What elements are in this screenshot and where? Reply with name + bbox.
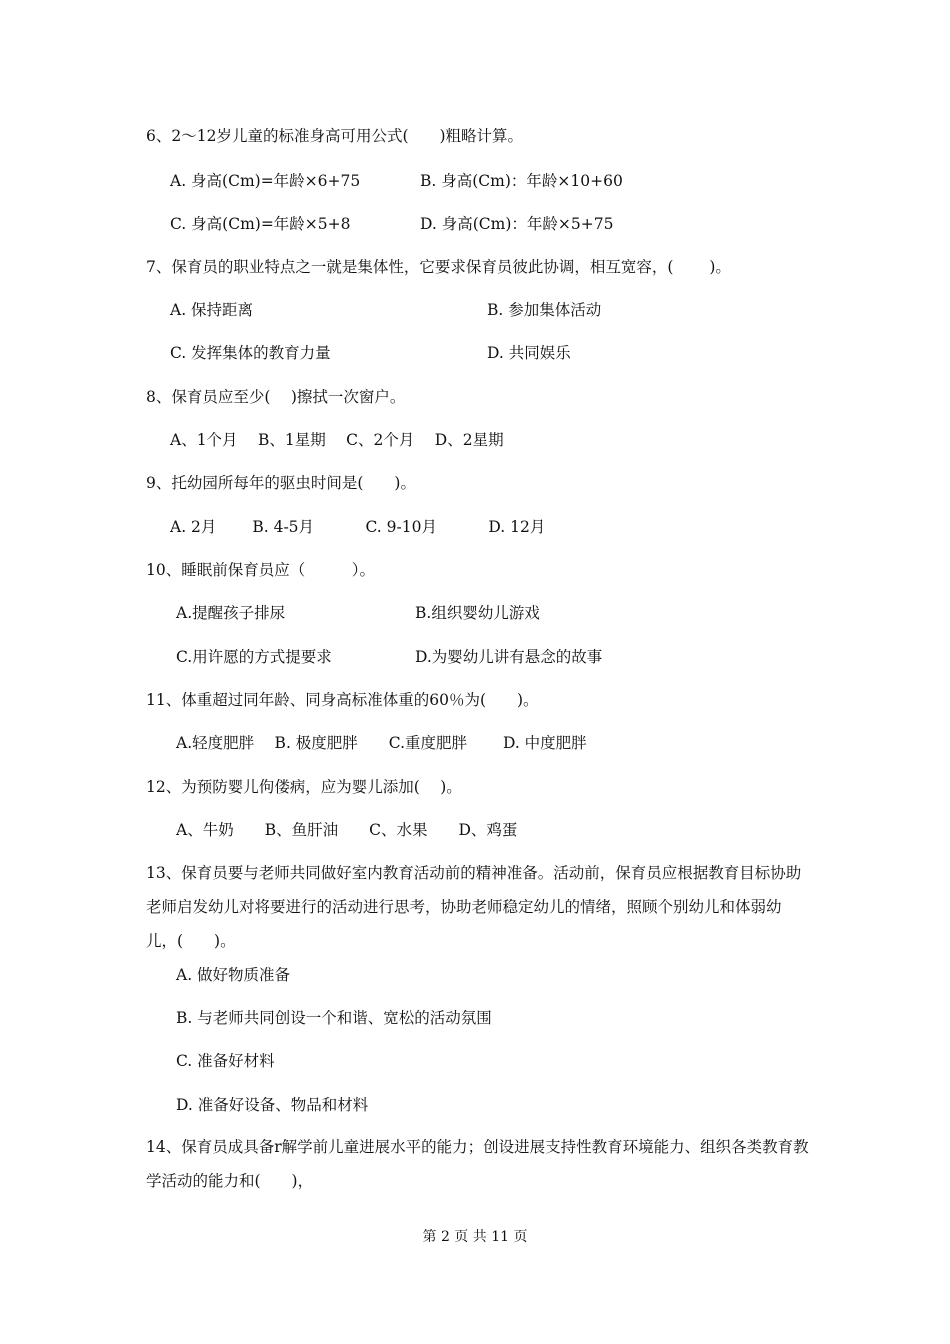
question-9-stem: 9、托幼园所每年的驱虫时间是( )。 xyxy=(146,474,416,492)
question-6-option-c: C. 身高(Cm)=年龄×5+8 xyxy=(170,215,351,233)
page-number-footer: 第 2 页 共 11 页 xyxy=(422,1229,528,1245)
question-8-stem: 8、保育员应至少( )擦拭一次窗户。 xyxy=(146,388,406,406)
question-13-option-a: A. 做好物质准备 xyxy=(176,966,291,984)
question-6-option-a: A. 身高(Cm)=年龄×6+75 xyxy=(170,172,361,190)
question-9-options: A. 2月 B. 4-5月 C. 9-10月 D. 12月 xyxy=(170,518,546,536)
question-7-option-a: A. 保持距离 xyxy=(170,301,254,319)
question-6-stem: 6、2～12岁儿童的标准身高可用公式( )粗略计算。 xyxy=(146,127,524,145)
question-13-option-b: B. 与老师共同创设一个和谐、宽松的活动氛围 xyxy=(176,1009,492,1027)
question-7-option-b: B. 参加集体活动 xyxy=(487,301,602,319)
question-7-option-c: C. 发挥集体的教育力量 xyxy=(170,344,331,362)
question-6-option-d: D. 身高(Cm)：年龄×5+75 xyxy=(420,215,614,233)
question-6-option-b: B. 身高(Cm)：年龄×10+60 xyxy=(420,172,623,190)
question-10-option-c: C.用许愿的方式提要求 xyxy=(176,648,332,666)
question-11-options: A.轻度肥胖 B. 极度肥胖 C.重度肥胖 D. 中度肥胖 xyxy=(176,734,587,752)
question-8-options: A、1个月 B、1星期 C、2个月 D、2星期 xyxy=(170,431,504,449)
question-11-stem: 11、体重超过同年龄、同身高标准体重的60％为( )。 xyxy=(146,691,539,709)
question-12-options: A、牛奶 B、鱼肝油 C、水果 D、鸡蛋 xyxy=(176,821,518,839)
question-13-option-d: D. 准备好设备、物品和材料 xyxy=(176,1096,369,1114)
question-10-option-a: A.提醒孩子排尿 xyxy=(176,604,286,622)
question-10-option-b: B.组织婴幼儿游戏 xyxy=(415,604,540,622)
question-10-option-d: D.为婴幼儿讲有悬念的故事 xyxy=(415,648,603,666)
question-7-option-d: D. 共同娱乐 xyxy=(487,344,571,362)
question-13-stem: 13、保育员要与老师共同做好室内教育活动前的精神准备。活动前，保育员应根据教育目标协助老师启发幼儿对将要进行的活动进行思考，协助老师稳定幼儿的情绪，照顾个别幼儿和体弱幼儿，( )。 xyxy=(146,864,802,950)
question-13-option-c: C. 准备好材料 xyxy=(176,1052,275,1070)
question-7-stem: 7、保育员的职业特点之一就是集体性，它要求保育员彼此协调，相互宽容，( )。 xyxy=(146,258,731,276)
question-14-stem: 14、保育员成具备r解学前儿童进展水平的能力；创设进展支持性教育环境能力、组织各类教育教学活动的能力和( )， xyxy=(146,1138,809,1190)
question-12-stem: 12、为预防婴儿佝偻病，应为婴儿添加( )。 xyxy=(146,778,462,796)
question-10-stem: 10、睡眠前保育员应（ ）。 xyxy=(146,561,375,579)
